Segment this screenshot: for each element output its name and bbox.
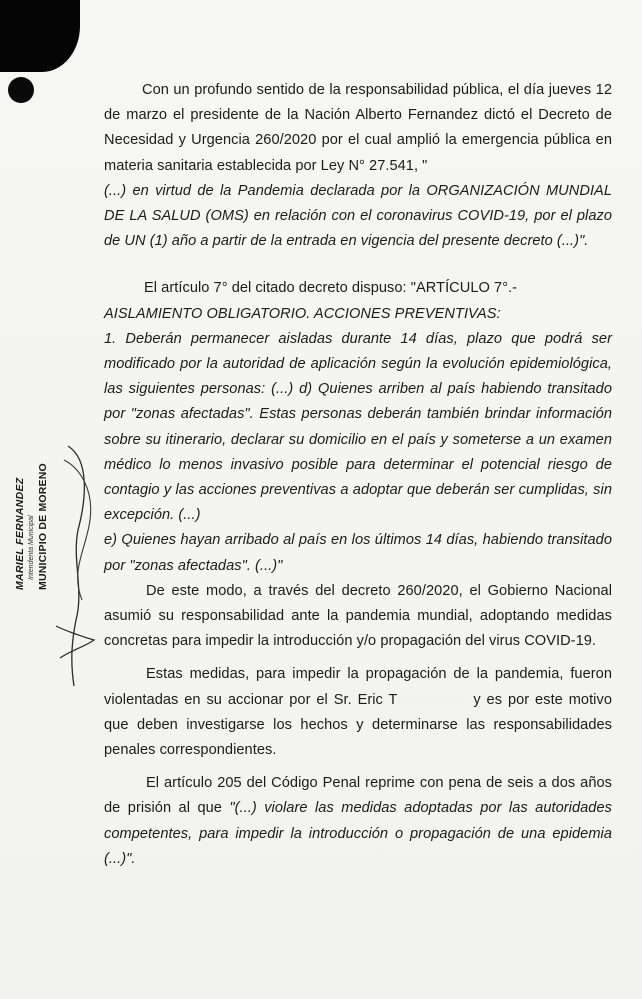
paragraph-penal-code: El artículo 205 del Código Penal reprime con pena de seis a dos años de prisión al que "(...) violare las medidas adoptadas por las autoridades competentes, para impedir la introducción o propagación de una epidemia (...)". bbox=[104, 775, 612, 867]
paragraph-intro: Con un profundo sentido de la responsabilidad pública, el día jueves 12 de marzo el presidente de la Nación Alberto Fernandez dictó el Decreto de Necesidad y Urgencia 260/2020 por el cual amplió la emergencia pública en materia sanitaria establecida por Ley N° 27.541, " bbox=[104, 82, 612, 174]
paragraph-article-7: El artículo 7° del citado decreto dispuso: "ARTÍCULO 7°.- bbox=[144, 280, 518, 297]
stamp-municipality: MUNICIPIO DE MORENO bbox=[37, 463, 49, 590]
stamp-name: MARIEL FERNANDEZ bbox=[14, 477, 26, 590]
article-7-item-e: e) Quienes hayan arribado al país en los últimos 14 días, habiendo transitado por "zonas afectadas". (...)" bbox=[104, 532, 612, 574]
signature bbox=[50, 440, 100, 690]
article-7-heading: AISLAMIENTO OBLIGATORIO. ACCIONES PREVENTIVAS: bbox=[104, 305, 501, 322]
redaction bbox=[397, 692, 467, 706]
paragraph-decree-summary: De este modo, a través del decreto 260/2020, el Gobierno Nacional asumió su responsabilidad ante la pandemia mundial, adoptando medidas concretas para impedir la introducción y/o propagación del virus COVID-19. bbox=[104, 582, 612, 650]
stamp-role: Intendenta Municipal bbox=[28, 515, 35, 580]
article-7-item-1: 1. Deberán permanecer aisladas durante 14 días, plazo que podrá ser modificado por la autoridad de aplicación según la evolución epidemiológica, las siguientes personas: (...) d) Quienes arriben al país habiendo transitado por "zonas afectadas". Estas personas deberán también brindar información sobre su itinerario, declarar su domicilio en el país y someterse a un examen médico lo menos invasivo posible para determinar el potencial riesgo de contagio y las acciones preventivas a adoptar que deberán ser cumplidas, sin excepción. (...) bbox=[104, 330, 612, 524]
punch-hole bbox=[8, 77, 34, 103]
document-body bbox=[104, 78, 612, 872]
paragraph-quote-1: (...) en virtud de la Pandemia declarada por la ORGANIZACIÓN MUNDIAL DE LA SALUD (OMS) en relación con el coronavirus COVID-19, por el plazo de UN (1) año a partir de la entrada en vigencia del presente decreto (...)". bbox=[104, 182, 612, 250]
paragraph-violation: Estas medidas, para impedir la propagación de la pandemia, fueron violentadas en su accionar por el Sr. Eric T y es por este motivo que deben investigarse los hechos y determinarse las responsabilidades penales correspondientes. bbox=[104, 666, 612, 759]
scan-smudge bbox=[0, 0, 80, 72]
